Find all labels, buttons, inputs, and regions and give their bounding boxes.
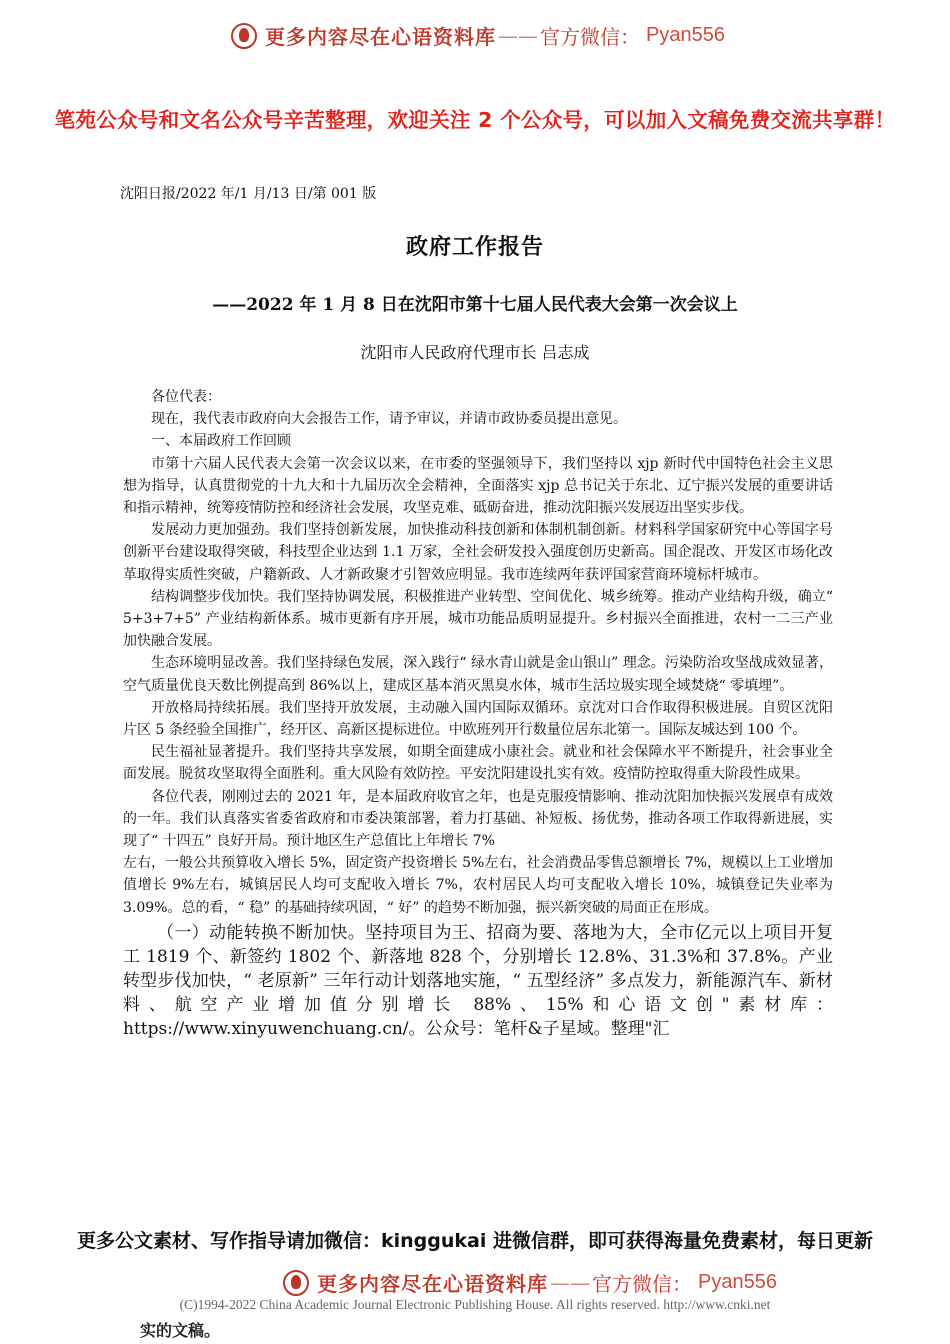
library-logo-icon [283, 1270, 309, 1296]
library-logo-icon [231, 23, 257, 49]
copyright-line: (C)1994-2022 China Academic Journal Electronic Publishing House. All rights reserved. http://www.cnki.net [179, 1297, 771, 1312]
watermark-handle: Pyan556 [646, 24, 725, 46]
source-line: 沈阳日报/2022 年/1 月/13 日/第 001 版 [120, 186, 377, 202]
watermark-handle: Pyan556 [698, 1271, 777, 1293]
report-body [123, 386, 833, 1041]
watermark-dash: —— [550, 1270, 590, 1295]
paragraph: 发展动力更加强劲。我们坚持创新发展，加快推动科技创新和体制机制创新。材料科学国家研究中心等国字号创新平台建设取得突破，科技型企业达到 1.1 万家，全社会研发投入强度创历史新高。国企混改、开发区市场化改革取得实质性突破，户籍新政、人才新政聚才引智效应明显。我市连续两年获评国家营商环境标杆城市。 [123, 522, 833, 583]
paragraph: 各位代表，刚刚过去的 2021 年，是本届政府收官之年，也是克服疫情影响、推动沈阳加快振兴发展卓有成效的一年。我们认真落实省委省政府和市委决策部署，着力打基础、补短板、扬优势，推动各项工作取得新进展，实现了“ 十四五” 良好开局。预计地区生产总值比上年增长 7% [123, 788, 833, 850]
watermark-brand: 更多内容尽在心语资料库 [317, 1272, 548, 1296]
watermark-dash: —— [498, 23, 538, 48]
paragraph: 现在，我代表市政府向大会报告工作，请予审议，并请市政协委员提出意见。 [151, 411, 627, 428]
paragraph: 生态环境明显改善。我们坚持绿色发展，深入践行“ 绿水青山就是金山银山” 理念。污染防治攻坚战成效显著，空气质量优良天数比例提高到 86%以上，建成区基本消灭黑臭水体，城市生活垃圾实现全域焚烧“ 零填埋”。 [123, 655, 833, 694]
paragraph-large: （一）动能转换不断加快。坚持项目为王、招商为要、落地为大，全市亿元以上项目开复工 1819 个、新签约 1802 个、新落地 828 个，分别增长 12.8%、31.3%和 37.8%。产业转型步伐加快，“ 老原新” 三年行动计划落地实施，“ 五型经济” 多点发力，新能源汽车、新材料、航空产业增加值分别增长 88%、15%和心语文创"素材库：https://www.xinyuwenchuang.cn/。公众号：笔杆&子星域。整理"汇 [123, 922, 833, 1039]
watermark-footer [283, 1268, 777, 1297]
paragraph: 结构调整步伐加快。我们坚持协调发展，积极推进产业转型、空间优化、城乡统筹。推动产业结构升级，确立“ 5+3+7+5” 产业结构新体系。城市更新有序开展，城市功能品质明显提升。乡村振兴全面推进，农村一二三产业加快融合发展。 [123, 588, 833, 650]
paragraph: 各位代表： [151, 389, 221, 405]
watermark-header [231, 21, 725, 50]
paragraph: 民生福祉显著提升。我们坚持共享发展，如期全面建成小康社会。就业和社会保障水平不断提升，社会事业全面发展。脱贫攻坚取得全面胜利。重大风险有效防控。平安沈阳建设扎实有效。疫情防控取得重大阶段性成果。 [123, 744, 833, 783]
paragraph: 市第十六届人民代表大会第一次会议以来，在市委的坚强领导下，我们坚持以 xjp 新时代中国特色社会主义思想为指导，认真贯彻党的十九大和十九届历次全会精神，全面落实 xjp 总书记关于东北、辽宁振兴发展的重要讲话和指示精神，统筹疫情防控和经济社会发展，攻坚克难、砥砺奋进，推动沈阳振兴发展迈出坚实步伐。 [123, 455, 833, 517]
watermark-brand: 更多内容尽在心语资料库 [265, 25, 496, 49]
subtitle: ——2022 年 1 月 8 日在沈阳市第十七届人民代表大会第一次会议上 [212, 295, 738, 315]
paragraph: 开放格局持续拓展。我们坚持开放发展，主动融入国内国际双循环。京沈对口合作取得积极进展。自贸区沈阳片区 5 条经验全国推广，经开区、高新区提标进位。中欧班列开行数量位居东北第一。国际友城达到 100 个。 [123, 699, 833, 739]
page-title: 政府工作报告 [405, 234, 544, 260]
author-line: 沈阳市人民政府代理市长 吕志成 [360, 343, 590, 362]
cutoff-text: 实的文稿。 [140, 1321, 221, 1340]
watermark-official: 官方微信： [592, 1272, 692, 1296]
paragraph: 左右，一般公共预算收入增长 5%，固定资产投资增长 5%左右，社会消费品零售总额增长 7%，规模以上工业增加值增长 9%左右，城镇居民人均可支配收入增长 7%，农村居民人均可支配收入增长 10%，城镇登记失业率为 3.09%。总的看，“ 稳” 的基础持续巩固，“ 好” 的趋势不断加强，振兴新突破的局面正在形成。 [123, 855, 833, 916]
section-heading: 一、本届政府工作回顾 [151, 433, 291, 450]
bottom-notice: 更多公文素材、写作指导请加微信：kinggukai 进微信群，即可获得海量免费素材，每日更新 [77, 1230, 873, 1252]
top-notice: 笔苑公众号和文名公众号辛苦整理，欢迎关注 2 个公众号，可以加入文稿免费交流共享群！ [54, 108, 896, 132]
watermark-official: 官方微信： [540, 25, 640, 49]
